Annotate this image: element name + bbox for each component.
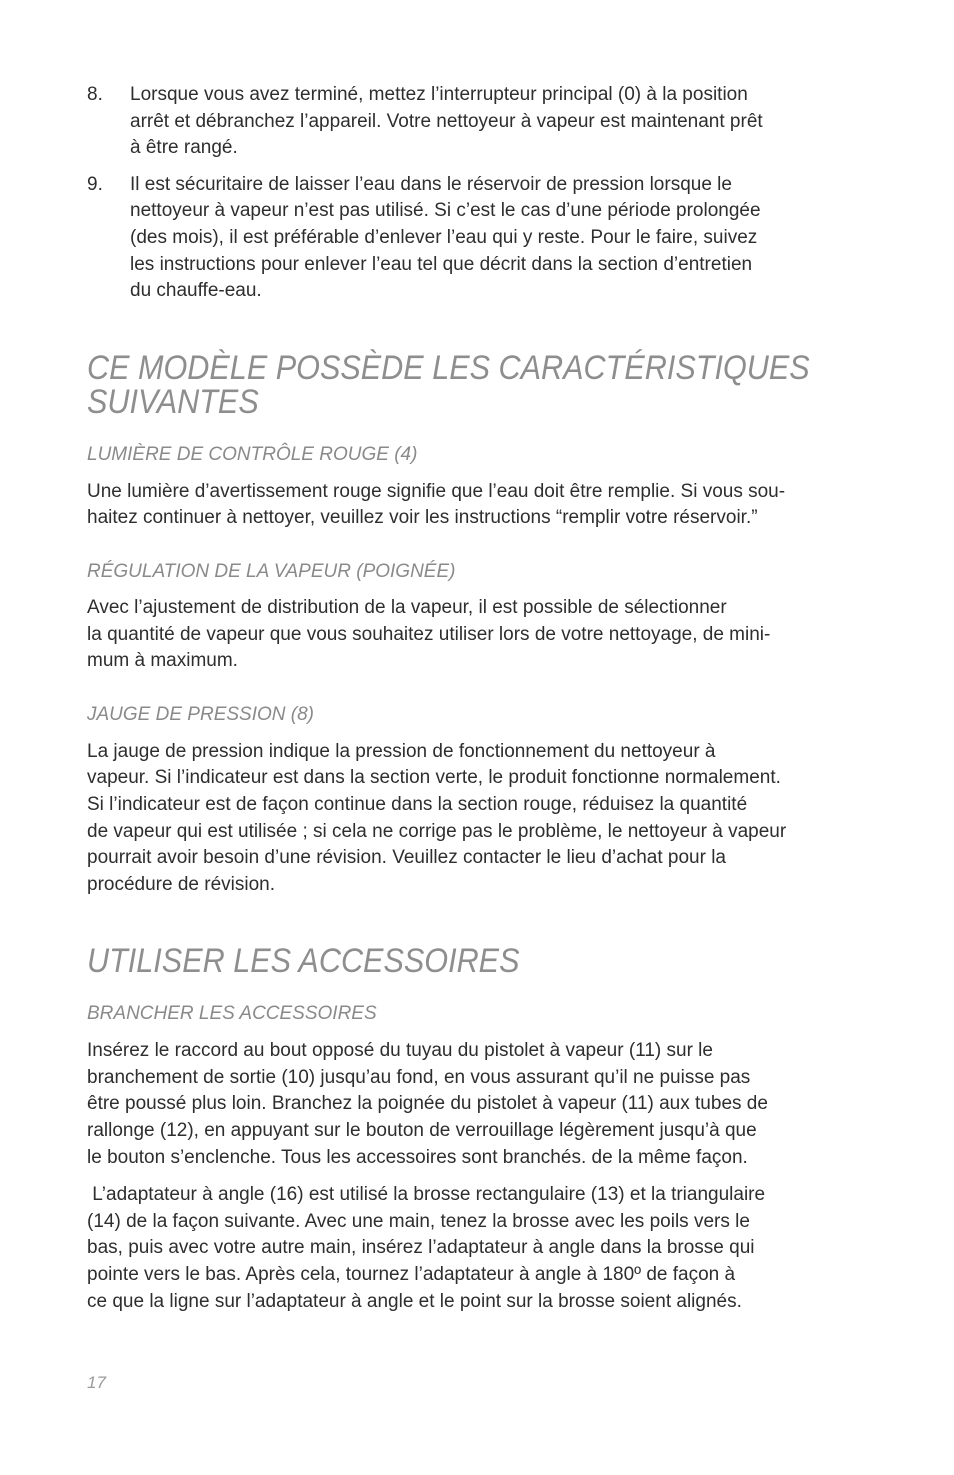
text-line: du chauffe-eau.	[130, 280, 262, 302]
step-text	[130, 82, 887, 162]
text-line: le bouton s’enclenche. Tous les accessoires sont branchés. de la même façon.	[87, 1146, 748, 1168]
heading-line: SUIVANTES	[87, 382, 259, 421]
text-line: Avec l’ajustement de distribution de la vapeur, il est possible de sélectionner	[87, 596, 727, 618]
text-line: bas, puis avec votre autre main, insérez l’adaptateur à angle dans la brosse qui	[87, 1237, 755, 1259]
text-line: branchement de sortie (10) jusqu’au fond, en vous assurant qu’il ne puisse pas	[87, 1066, 751, 1088]
text-line: la quantité de vapeur que vous souhaitez utiliser lors de votre nettoyage, de mini-	[87, 623, 771, 645]
text-line: arrêt et débranchez l’appareil. Votre nettoyeur à vapeur est maintenant prêt	[130, 110, 763, 132]
step-text	[130, 172, 887, 305]
text-line: La jauge de pression indique la pression de fonctionnement du nettoyeur à	[87, 740, 716, 762]
text-line: à être rangé.	[130, 137, 238, 159]
page-number: 17	[87, 1373, 106, 1392]
text-line: (des mois), il est préférable d’enlever l’eau qui y reste. Pour le faire, suivez	[130, 226, 758, 248]
heading-line: UTILISER LES ACCESSOIRES	[87, 942, 520, 981]
text-line: rallonge (12), en appuyant sur le bouton de verrouillage légèrement jusqu’à que	[87, 1120, 757, 1142]
text-line: les instructions pour enlever l’eau tel que décrit dans la section d’entretien	[130, 253, 753, 275]
paragraph	[87, 739, 887, 899]
text-line: Lorsque vous avez terminé, mettez l’interrupteur principal (0) à la position	[130, 84, 748, 105]
text-line: L’adaptateur à angle (16) est utilisé la brosse rectangulaire (13) et la triangulaire	[87, 1184, 766, 1206]
text-line: pourrait avoir besoin d’une révision. Veuillez contacter le lieu d’achat pour la	[87, 847, 726, 869]
step-number: 8.	[87, 84, 103, 105]
paragraph	[87, 1038, 887, 1171]
subsection-title: RÉGULATION DE LA VAPEUR (POIGNÉE)	[87, 560, 456, 582]
paragraph	[87, 1182, 887, 1315]
step-item	[87, 172, 887, 305]
text-line: haitez continuer à nettoyer, veuillez voir les instructions “remplir votre réservoir.”	[87, 507, 758, 529]
text-line: (14) de la façon suivante. Avec une main, tenez la brosse avec les poils vers le	[87, 1210, 750, 1232]
text-line: mum à maximum.	[87, 650, 238, 672]
text-line: vapeur. Si l’indicateur est dans la section verte, le produit fonctionne normalement.	[87, 767, 781, 789]
subsection-title: BRANCHER LES ACCESSOIRES	[87, 1003, 377, 1025]
page-content	[87, 82, 887, 1315]
paragraph	[87, 595, 887, 675]
text-line: nettoyeur à vapeur n’est pas utilisé. Si c’est le cas d’une période prolongée	[130, 200, 761, 222]
text-line: ce que la ligne sur l’adaptateur à angle et le point sur la brosse soient alignés.	[87, 1290, 742, 1312]
text-line: Une lumière d’avertissement rouge signifie que l’eau doit être remplie. Si vous sou-	[87, 480, 786, 502]
text-line: Si l’indicateur est de façon continue dans la section rouge, réduisez la quantité	[87, 793, 748, 815]
section-heading-accessories	[87, 942, 887, 981]
section-heading-features	[87, 348, 887, 421]
text-line: Il est sécuritaire de laisser l’eau dans le réservoir de pression lorsque le	[130, 173, 732, 195]
text-line: de vapeur qui est utilisée ; si cela ne corrige pas le problème, le nettoyeur à vapeur	[87, 820, 787, 842]
step-item	[87, 82, 887, 162]
subsection-title: LUMIÈRE DE CONTRÔLE ROUGE (4)	[87, 443, 418, 465]
subsection-title: JAUGE DE PRESSION (8)	[87, 703, 314, 725]
paragraph	[87, 479, 887, 532]
heading-line: CE MODÈLE POSSÈDE LES CARACTÉRISTIQUES	[87, 348, 810, 387]
text-line: pointe vers le bas. Après cela, tournez l’adaptateur à angle à 180º de façon à	[87, 1264, 736, 1286]
text-line: être poussé plus loin. Branchez la poignée du pistolet à vapeur (11) aux tubes de	[87, 1093, 768, 1115]
text-line: Insérez le raccord au bout opposé du tuyau du pistolet à vapeur (11) sur le	[87, 1040, 713, 1062]
text-line: procédure de révision.	[87, 873, 275, 895]
step-number: 9.	[87, 173, 103, 195]
